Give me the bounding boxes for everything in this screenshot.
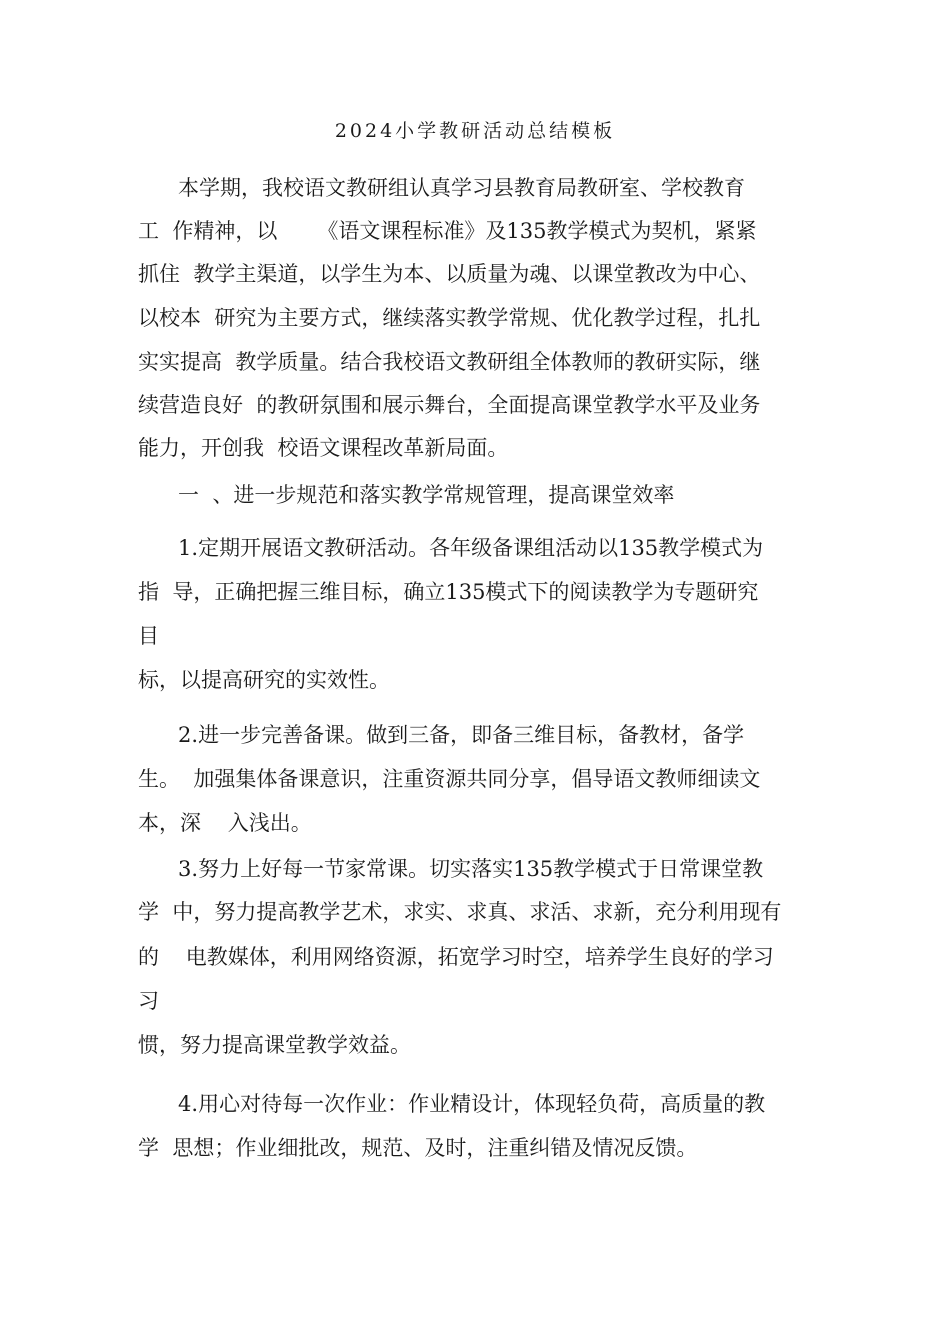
paragraph-line: 目 (138, 624, 159, 648)
section-heading: 一 、进一步规范和落实教学常规管理，提高课堂效率 (138, 483, 675, 507)
paragraph-line: 的 电教媒体，利用网络资源，拓宽学习时空，培养学生良好的学习 (138, 945, 774, 969)
paragraph-line: 1.定期开展语文教研活动。各年级备课组活动以135教学模式为 (138, 536, 764, 560)
paragraph-line: 能力，开创我 校语文课程改革新局面。 (138, 436, 509, 460)
paragraph-line: 本学期，我校语文教研组认真学习县教育局教研室、学校教育 (138, 176, 746, 200)
document-title: 2024小学教研活动总结模板 (334, 120, 616, 142)
paragraph-line: 续营造良好 的教研氛围和展示舞台，全面提高课堂教学水平及业务 (138, 393, 761, 417)
paragraph-line: 4.用心对待每一次作业：作业精设计，体现轻负荷，高质量的教 (138, 1092, 766, 1116)
paragraph-line: 实实提高 教学质量。结合我校语文教研组全体教师的教研实际，继 (138, 350, 761, 374)
paragraph-line: 生。 加强集体备课意识，注重资源共同分享，倡导语文教师细读文 (138, 767, 761, 791)
paragraph-line: 标，以提高研究的实效性。 (138, 668, 390, 692)
paragraph-line: 惯，努力提高课堂教学效益。 (138, 1033, 411, 1057)
paragraph-line: 3.努力上好每一节家常课。切实落实135教学模式于日常课堂教 (138, 857, 764, 881)
paragraph-line: 以校本 研究为主要方式，继续落实教学常规、优化教学过程，扎扎 (138, 306, 761, 330)
paragraph-line: 习 (138, 989, 159, 1013)
paragraph-line: 学 中，努力提高教学艺术，求实、求真、求活、求新，充分利用现有 (138, 900, 782, 924)
paragraph-line: 学 思想；作业细批改，规范、及时，注重纠错及情况反馈。 (138, 1136, 698, 1160)
paragraph-line: 抓住 教学主渠道，以学生为本、以质量为魂、以课堂教改为中心、 (138, 262, 761, 286)
paragraph-line: 指 导，正确把握三维目标，确立135模式下的阅读教学为专题研究 (138, 580, 759, 604)
paragraph-line: 本，深 入浅出。 (138, 811, 312, 835)
paragraph-line: 2.进一步完善备课。做到三备，即备三维目标，备教材，备学 (138, 723, 745, 747)
paragraph-line: 工 作精神，以 《语文课程标准》及135教学模式为契机，紧紧 (138, 219, 757, 243)
